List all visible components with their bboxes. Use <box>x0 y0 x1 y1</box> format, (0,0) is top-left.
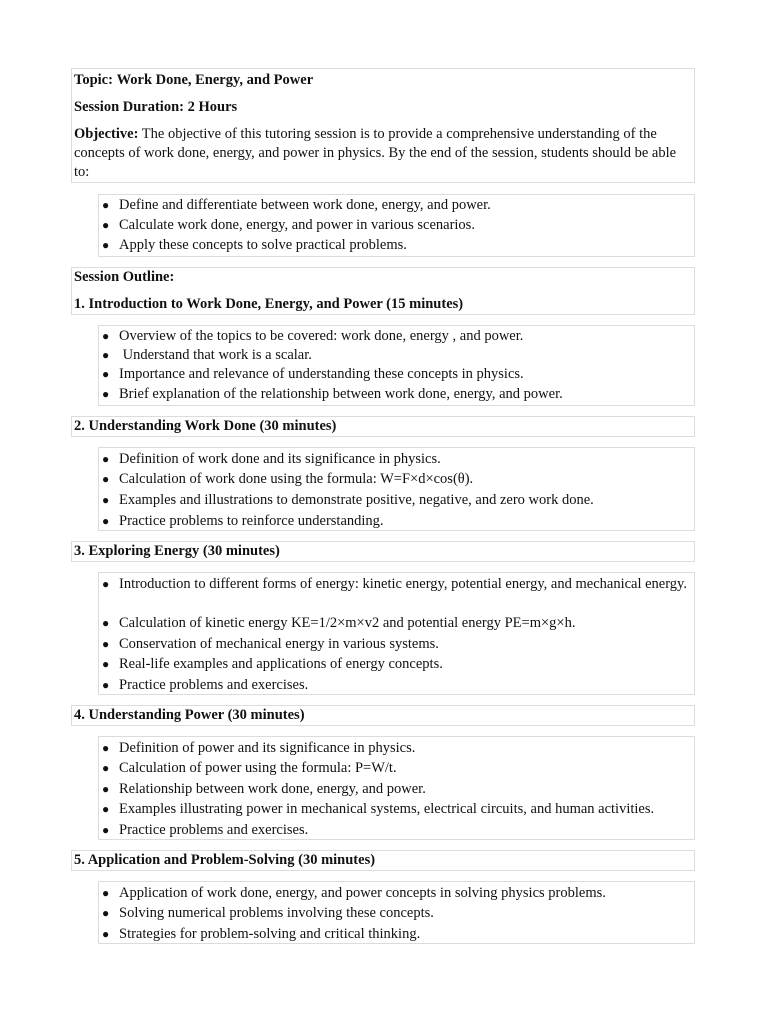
bullet-icon: ● <box>102 514 110 528</box>
bullet-icon: ● <box>102 472 110 486</box>
bullet-icon: ● <box>102 493 110 507</box>
section-4-heading-box <box>71 705 695 726</box>
bullet-icon: ● <box>102 348 110 362</box>
topic-value: Work Done, Energy, and Power <box>116 72 314 88</box>
bullet-icon: ● <box>102 802 110 816</box>
list-item: ● Conservation of mechanical energy in various systems. <box>102 636 439 652</box>
bullet-icon: ● <box>102 329 110 343</box>
bullet-icon: ● <box>102 741 110 755</box>
bullet-icon: ● <box>102 452 110 466</box>
outline-header-box <box>71 267 695 315</box>
bullet-icon: ● <box>102 218 110 232</box>
bullet-icon: ● <box>102 906 110 920</box>
list-item: ● Examples and illustrations to demonstrate positive, negative, and zero work done. <box>102 492 594 508</box>
duration-value: 2 Hours <box>187 99 238 115</box>
list-item: ● Calculation of power using the formula: P=W/t. <box>102 760 397 776</box>
list-item: ● Apply these concepts to solve practical problems. <box>102 237 407 253</box>
list-item: ● Practice problems to reinforce understanding. <box>102 513 384 529</box>
list-item: ● Define and differentiate between work done, energy, and power. <box>102 197 491 213</box>
list-item: ● Brief explanation of the relationship between work done, energy, and power. <box>102 386 563 402</box>
list-item: ● Calculate work done, energy, and power in various scenarios. <box>102 217 475 233</box>
topic-label: Topic: <box>74 72 113 88</box>
list-item: ● Real-life examples and applications of energy concepts. <box>102 656 443 672</box>
list-item: ● Definition of power and its significance in physics. <box>102 740 416 756</box>
bullet-icon: ● <box>102 577 110 591</box>
list-item: ● Solving numerical problems involving these concepts. <box>102 905 434 921</box>
topic-line <box>74 71 692 90</box>
section-5-list <box>98 881 695 944</box>
section-1-heading: 1. Introduction to Work Done, Energy, and Power (15 minutes) <box>74 296 464 312</box>
bullet-icon: ● <box>102 616 110 630</box>
bullet-icon: ● <box>102 823 110 837</box>
section-4-heading: 4. Understanding Power (30 minutes) <box>74 707 305 723</box>
objective-paragraph <box>74 125 692 182</box>
bullet-icon: ● <box>102 367 110 381</box>
bullet-icon: ● <box>102 657 110 671</box>
list-item: ● Overview of the topics to be covered: work done, energy , and power. <box>102 328 524 344</box>
section-2-list <box>98 447 695 531</box>
bullet-icon: ● <box>102 387 110 401</box>
list-item: ● Relationship between work done, energy, and power. <box>102 781 426 797</box>
list-item: ● Introduction to different forms of energy: kinetic energy, potential energy, and mechanical energy. <box>102 576 687 592</box>
list-item: ● Application of work done, energy, and power concepts in solving physics problems. <box>102 885 606 901</box>
list-item: ● Examples illustrating power in mechanical systems, electrical circuits, and human activities. <box>102 801 655 817</box>
list-item: ● Definition of work done and its significance in physics. <box>102 451 441 467</box>
section-4-list <box>98 736 695 840</box>
bullet-icon: ● <box>102 886 110 900</box>
header-box <box>71 68 695 183</box>
list-item: ● Calculation of kinetic energy KE=1/2×m×v2 and potential energy PE=m×g×h. <box>102 615 576 631</box>
list-item: ● Understand that work is a scalar. <box>102 347 312 363</box>
bullet-icon: ● <box>102 678 110 692</box>
objective-label: Objective: <box>74 126 139 142</box>
list-item: ● Practice problems and exercises. <box>102 822 309 838</box>
list-item: ● Calculation of work done using the formula: W=F×d×cos(θ). <box>102 471 474 487</box>
section-3-list <box>98 572 695 695</box>
section-5-heading: 5. Application and Problem-Solving (30 minutes) <box>74 852 376 868</box>
bullet-icon: ● <box>102 782 110 796</box>
bullet-icon: ● <box>102 927 110 941</box>
bullet-icon: ● <box>102 238 110 252</box>
duration-line <box>74 98 692 117</box>
objective-text: The objective of this tutoring session is to provide a comprehensive understanding of the concepts of work done, energy, and power in physics. By the end of the session, students should be able to: <box>74 126 677 180</box>
section-2-heading: 2. Understanding Work Done (30 minutes) <box>74 418 337 434</box>
bullet-icon: ● <box>102 637 110 651</box>
outline-title: Session Outline: <box>74 269 175 285</box>
section-3-heading: 3. Exploring Energy (30 minutes) <box>74 543 280 559</box>
list-item: ● Strategies for problem-solving and critical thinking. <box>102 926 421 942</box>
duration-label: Session Duration: <box>74 99 184 115</box>
bullet-icon: ● <box>102 761 110 775</box>
section-1-list <box>98 325 695 406</box>
section-3-heading-box <box>71 541 695 562</box>
bullet-icon: ● <box>102 198 110 212</box>
objectives-list <box>98 194 695 257</box>
list-item: ● Practice problems and exercises. <box>102 677 309 693</box>
section-2-heading-box <box>71 416 695 437</box>
list-item: ● Importance and relevance of understanding these concepts in physics. <box>102 366 524 382</box>
section-5-heading-box <box>71 850 695 871</box>
